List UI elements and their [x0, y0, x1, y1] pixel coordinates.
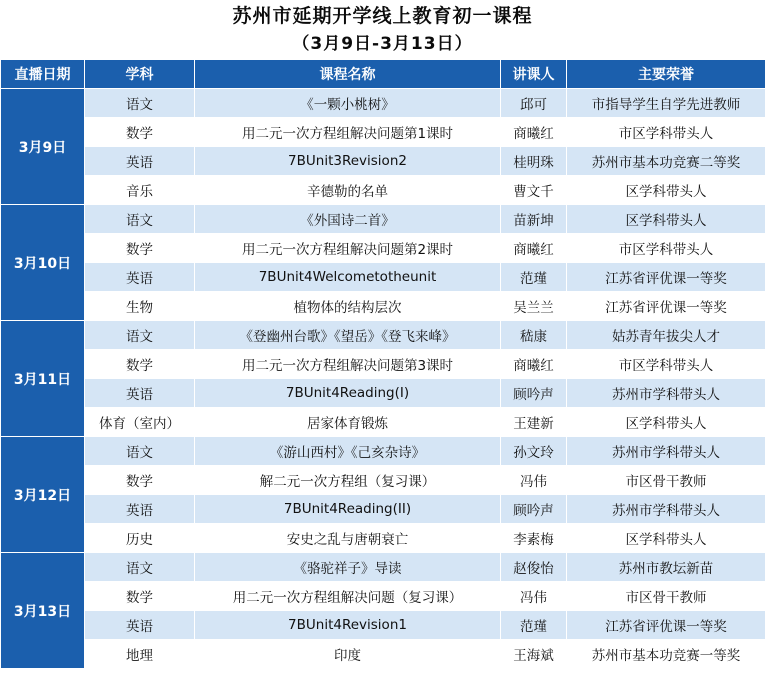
course-cell: 7BUnit4Reading(I) — [195, 379, 501, 408]
page-title: 苏州市延期开学线上教育初一课程 — [232, 5, 533, 27]
table-row — [1, 350, 765, 379]
honor-cell: 区学科带头人 — [567, 524, 765, 553]
teacher-cell: 商曦红 — [501, 118, 567, 147]
subject-cell: 英语 — [85, 147, 195, 176]
course-cell: 用二元一次方程组解决问题（复习课） — [195, 582, 501, 611]
subject-cell: 英语 — [85, 611, 195, 640]
teacher-cell: 王建新 — [501, 408, 567, 437]
subject-cell: 地理 — [85, 640, 195, 669]
honor-cell: 市区骨干教师 — [567, 582, 765, 611]
teacher-cell: 吴兰兰 — [501, 292, 567, 321]
teacher-cell: 苗新坤 — [501, 205, 567, 234]
course-cell: 用二元一次方程组解决问题第3课时 — [195, 350, 501, 379]
course-cell: 《外国诗二首》 — [195, 205, 501, 234]
honor-cell: 苏州市学科带头人 — [567, 437, 765, 466]
course-cell: 用二元一次方程组解决问题第1课时 — [195, 118, 501, 147]
subject-cell: 语文 — [85, 205, 195, 234]
teacher-cell: 顾吟声 — [501, 379, 567, 408]
teacher-cell: 邱可 — [501, 89, 567, 118]
title-block — [0, 0, 765, 59]
subject-cell: 语文 — [85, 321, 195, 350]
honor-cell: 市区学科带头人 — [567, 234, 765, 263]
course-cell: 《骆驼祥子》导读 — [195, 553, 501, 582]
table-row — [1, 205, 765, 234]
honor-cell: 区学科带头人 — [567, 408, 765, 437]
subject-cell: 数学 — [85, 118, 195, 147]
honor-cell: 区学科带头人 — [567, 176, 765, 205]
subject-cell: 生物 — [85, 292, 195, 321]
honor-cell: 苏州市基本功竞赛二等奖 — [567, 147, 765, 176]
table-row — [1, 640, 765, 669]
honor-cell: 苏州市教坛新苗 — [567, 553, 765, 582]
course-cell: 居家体育锻炼 — [195, 408, 501, 437]
course-cell: 辛德勒的名单 — [195, 176, 501, 205]
course-cell: 7BUnit4Reading(II) — [195, 495, 501, 524]
schedule-body — [1, 89, 765, 669]
header-date: 直播日期 — [1, 60, 85, 89]
subject-cell: 数学 — [85, 234, 195, 263]
course-cell: 解二元一次方程组（复习课） — [195, 466, 501, 495]
broadcast-date: 3月10日 — [1, 205, 85, 321]
table-row — [1, 466, 765, 495]
teacher-cell: 范瑾 — [501, 611, 567, 640]
table-row — [1, 321, 765, 350]
honor-cell: 江苏省评优课一等奖 — [567, 292, 765, 321]
broadcast-date: 3月13日 — [1, 553, 85, 669]
teacher-cell: 冯伟 — [501, 466, 567, 495]
teacher-cell: 王海斌 — [501, 640, 567, 669]
subject-cell: 数学 — [85, 350, 195, 379]
subject-cell: 数学 — [85, 582, 195, 611]
table-row — [1, 89, 765, 118]
teacher-cell: 商曦红 — [501, 350, 567, 379]
honor-cell: 区学科带头人 — [567, 205, 765, 234]
subject-cell: 语文 — [85, 437, 195, 466]
subject-cell: 语文 — [85, 89, 195, 118]
subject-cell: 数学 — [85, 466, 195, 495]
teacher-cell: 商曦红 — [501, 234, 567, 263]
course-cell: 《登幽州台歌》《望岳》《登飞来峰》 — [195, 321, 501, 350]
course-cell: 《游山西村》《己亥杂诗》 — [195, 437, 501, 466]
table-row — [1, 524, 765, 553]
header-teacher: 讲课人 — [501, 60, 567, 89]
course-cell: 《一颗小桃树》 — [195, 89, 501, 118]
course-cell: 7BUnit4Revision1 — [195, 611, 501, 640]
honor-cell: 市区学科带头人 — [567, 350, 765, 379]
table-row — [1, 582, 765, 611]
subject-cell: 英语 — [85, 379, 195, 408]
table-row — [1, 408, 765, 437]
table-row — [1, 553, 765, 582]
table-row — [1, 234, 765, 263]
subject-cell: 音乐 — [85, 176, 195, 205]
honor-cell: 苏州市学科带头人 — [567, 495, 765, 524]
honor-cell: 姑苏青年拔尖人才 — [567, 321, 765, 350]
course-cell: 7BUnit4Welcometotheunit — [195, 263, 501, 292]
header-course: 课程名称 — [195, 60, 501, 89]
table-row — [1, 437, 765, 466]
header-subject: 学科 — [85, 60, 195, 89]
honor-cell: 苏州市基本功竞赛一等奖 — [567, 640, 765, 669]
teacher-cell: 桂明珠 — [501, 147, 567, 176]
course-cell: 7BUnit3Revision2 — [195, 147, 501, 176]
table-row — [1, 176, 765, 205]
table-row — [1, 379, 765, 408]
table-row — [1, 495, 765, 524]
table-row — [1, 611, 765, 640]
subject-cell: 英语 — [85, 495, 195, 524]
table-row — [1, 263, 765, 292]
teacher-cell: 李素梅 — [501, 524, 567, 553]
header-row — [1, 60, 765, 89]
teacher-cell: 嵇康 — [501, 321, 567, 350]
subject-cell: 语文 — [85, 553, 195, 582]
honor-cell: 江苏省评优课一等奖 — [567, 263, 765, 292]
course-cell: 用二元一次方程组解决问题第2课时 — [195, 234, 501, 263]
teacher-cell: 顾吟声 — [501, 495, 567, 524]
teacher-cell: 孙文玲 — [501, 437, 567, 466]
teacher-cell: 范瑾 — [501, 263, 567, 292]
table-row — [1, 292, 765, 321]
broadcast-date: 3月12日 — [1, 437, 85, 553]
teacher-cell: 冯伟 — [501, 582, 567, 611]
course-cell: 印度 — [195, 640, 501, 669]
teacher-cell: 赵俊怡 — [501, 553, 567, 582]
honor-cell: 市区骨干教师 — [567, 466, 765, 495]
course-cell: 安史之乱与唐朝衰亡 — [195, 524, 501, 553]
honor-cell: 江苏省评优课一等奖 — [567, 611, 765, 640]
broadcast-date: 3月11日 — [1, 321, 85, 437]
honor-cell: 市区学科带头人 — [567, 118, 765, 147]
table-row — [1, 147, 765, 176]
honor-cell: 苏州市学科带头人 — [567, 379, 765, 408]
broadcast-date: 3月9日 — [1, 89, 85, 205]
teacher-cell: 曹文千 — [501, 176, 567, 205]
page-subtitle: （3月9日-3月13日） — [292, 34, 473, 54]
honor-cell: 市指导学生自学先进教师 — [567, 89, 765, 118]
course-cell: 植物体的结构层次 — [195, 292, 501, 321]
subject-cell: 体育（室内） — [85, 408, 195, 437]
header-honor: 主要荣誉 — [567, 60, 765, 89]
schedule-table — [0, 59, 765, 669]
subject-cell: 英语 — [85, 263, 195, 292]
subject-cell: 历史 — [85, 524, 195, 553]
table-row — [1, 118, 765, 147]
